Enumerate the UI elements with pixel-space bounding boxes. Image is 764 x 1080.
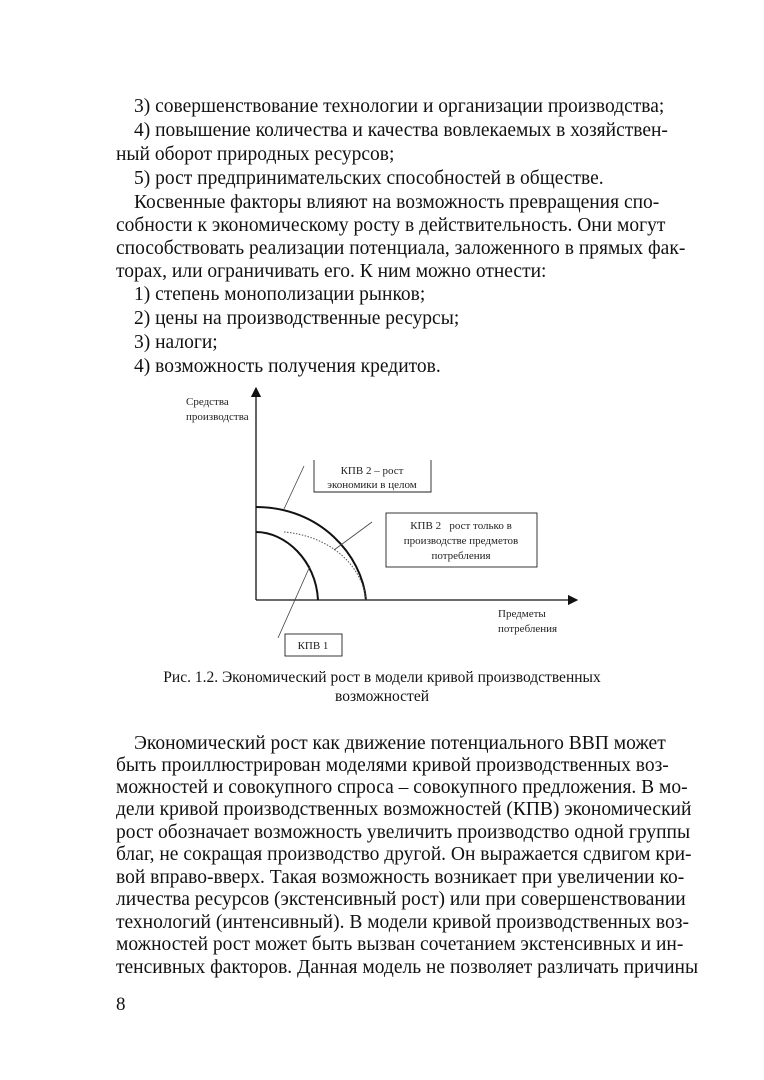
list-item-monopolization: 1) степень монополизации рынков; xyxy=(134,284,426,305)
label-kpv2-total-line2: экономики в целом xyxy=(327,479,417,491)
label-kpv2-consumer-line1: КПВ 2 рост только в xyxy=(410,520,512,532)
paragraph-growth-line: тенсивных факторов. Данная модель не позволяет различать причины xyxy=(116,957,699,978)
paragraph-growth-line: благ, не сокращая производство другой. Он выражается сдвигом кри- xyxy=(116,844,692,865)
paragraph-indirect-factors-line: собности к экономическому росту в действительность. Они могут xyxy=(116,215,666,236)
paragraph-growth-line: рост обозначает возможность увеличить производство одной группы xyxy=(116,822,691,843)
list-item-resource-prices: 2) цены на производственные ресурсы; xyxy=(134,308,460,329)
paragraph-growth-line: Экономический рост как движение потенциального ВВП может xyxy=(134,733,666,754)
list-item-credit: 4) возможность получения кредитов. xyxy=(134,356,441,377)
x-axis-label-2: потребления xyxy=(498,623,558,635)
label-kpv2-consumer-line3: потребления xyxy=(431,550,491,562)
pointer-kpv2-consumer xyxy=(334,522,372,550)
paragraph-growth-line: вой вправо-вверх. Такая возможность возникает при увеличении ко- xyxy=(116,867,685,888)
figure-caption-cont: возможностей xyxy=(334,688,429,705)
pointer-kpv2-total xyxy=(284,466,304,509)
paragraph-growth-line: быть проиллюстрирован моделями кривой производственных воз- xyxy=(116,755,669,776)
paragraph-growth-line: можностей и совокупного спроса – совокупного предложения. В мо- xyxy=(116,777,688,798)
paragraph-growth-line: дели кривой производственных возможностей (КПВ) экономический xyxy=(116,799,692,820)
list-item-entrepreneurship: 5) рост предпринимательских способностей в обществе. xyxy=(134,168,604,189)
label-kpv2-total-line1: КПВ 2 – рост xyxy=(340,465,404,477)
label-box-kpv2-total xyxy=(314,460,431,492)
ppf-diagram xyxy=(170,380,590,660)
label-kpv2-consumer-line2: производстве предметов xyxy=(403,535,519,547)
y-axis-label-2: производства xyxy=(186,411,249,423)
y-axis-label: Средства xyxy=(186,396,229,408)
list-item-taxes: 3) налоги; xyxy=(134,332,218,353)
paragraph-growth-line: технологий (интенсивный). В модели кривой производственных воз- xyxy=(116,912,689,933)
page-number: 8 xyxy=(116,994,126,1015)
paragraph-indirect-factors-line: торах, или ограничивать его. К ним можно отнести: xyxy=(116,261,547,282)
curve-kpv2-total xyxy=(256,507,366,600)
figure-caption: Рис. 1.2. Экономический рост в модели кривой производственных xyxy=(163,669,601,686)
list-item-natural-resources: 4) повышение количества и качества вовлекаемых в хозяйствен- xyxy=(134,120,668,141)
pointer-kpv1 xyxy=(278,566,310,638)
paragraph-growth-line: можностей рост может быть вызван сочетанием экстенсивных и ин- xyxy=(116,934,684,955)
label-box-kpv2-consumer xyxy=(386,513,537,567)
curve-kpv2-consumer xyxy=(284,532,366,600)
paragraph-indirect-factors: Косвенные факторы влияют на возможность превращения спо- xyxy=(134,192,660,213)
x-axis-label: Предметы xyxy=(498,608,546,620)
label-box-kpv1 xyxy=(285,634,342,656)
curve-kpv1 xyxy=(256,532,318,600)
list-item-technology: 3) совершенствование технологии и организации производства; xyxy=(134,96,665,117)
label-kpv1: КПВ 1 xyxy=(297,640,329,652)
paragraph-growth-line: личества ресурсов (экстенсивный рост) или при совершенствовании xyxy=(116,889,686,910)
paragraph-indirect-factors-line: способствовать реализации потенциала, заложенного в прямых фак- xyxy=(116,238,686,259)
list-item-natural-resources-cont: ный оборот природных ресурсов; xyxy=(116,144,395,165)
